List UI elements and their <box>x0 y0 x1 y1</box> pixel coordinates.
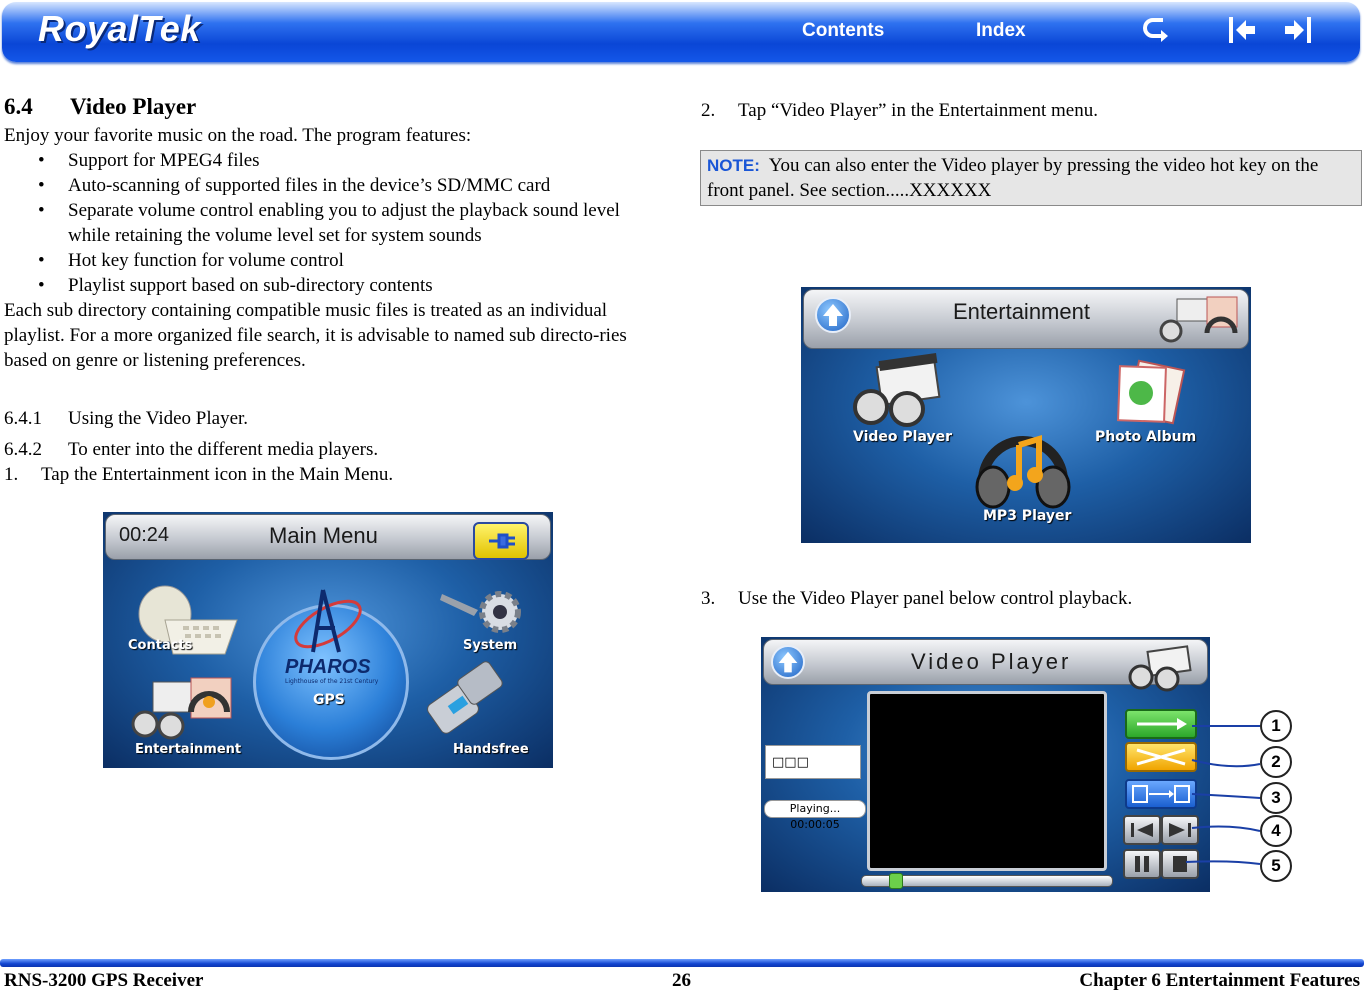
intro-text: Enjoy your favorite music on the road. The program features: <box>4 125 472 146</box>
list-item: • Separate volume control enabling you to adjust the playback sound level while retaining the volume level set for system sounds <box>4 198 664 248</box>
footer-product: RNS-3200 GPS Receiver <box>4 970 204 991</box>
system-gear-icon[interactable] <box>438 580 533 640</box>
video-player-label: Video Player <box>853 429 952 445</box>
subsection-number: 6.4.2 <box>4 439 42 460</box>
entertainment-screenshot <box>801 287 1251 543</box>
previous-page-button[interactable] <box>1226 14 1258 46</box>
list-item: • Playlist support based on sub-directory contents <box>4 273 664 298</box>
pharos-tagline: Lighthouse of the 21st Century <box>285 678 379 685</box>
entertainment-title: Entertainment <box>953 299 1090 324</box>
playback-status: Playing... 00:00:05 <box>764 800 866 818</box>
entertainment-icon[interactable] <box>131 672 241 744</box>
index-link[interactable]: Index <box>976 20 1026 41</box>
step-text: Tap the Entertainment icon in the Main Menu. <box>41 464 394 485</box>
right-arrow-icon <box>1282 14 1314 46</box>
subsection-text: To enter into the different media players. <box>68 439 379 460</box>
subsection-6-4-1 <box>4 406 248 431</box>
callout-leader-lines <box>1150 700 1270 880</box>
section-title <box>4 94 196 120</box>
handsfree-phone-icon[interactable] <box>421 662 511 742</box>
entertainment-label: Entertainment <box>135 742 242 757</box>
feature-list <box>4 148 664 298</box>
up-button[interactable] <box>771 645 805 679</box>
return-arrow-icon <box>1141 14 1173 46</box>
pharos-wordmark: PHAROS <box>285 656 371 678</box>
up-arrow-icon <box>817 299 849 331</box>
callout-2: 2 <box>1260 746 1292 778</box>
video-player-title: Video Player <box>911 649 1072 674</box>
photo-album-icon[interactable] <box>1099 357 1191 429</box>
contents-link[interactable]: Contents <box>802 20 885 41</box>
progress-slider-handle[interactable] <box>889 873 903 889</box>
power-plug-icon[interactable] <box>473 522 529 560</box>
step-text: Use the Video Player panel below control playback. <box>738 588 1133 609</box>
callout-5: 5 <box>1260 850 1292 882</box>
list-item: • Auto-scanning of supported files in the device’s SD/MMC card <box>4 173 664 198</box>
video-display[interactable] <box>867 691 1107 871</box>
note-label: NOTE: <box>707 156 760 175</box>
system-label: System <box>463 638 518 653</box>
gps-label: GPS <box>313 692 345 708</box>
back-button[interactable] <box>1141 14 1173 46</box>
callout-3: 3 <box>1260 782 1292 814</box>
pharos-logo-icon <box>283 582 373 662</box>
note-text: You can also enter the Video player by pressing the video hot key on the front panel. See section.....XXXXXX <box>707 155 1319 201</box>
main-menu-screenshot <box>103 512 553 768</box>
photo-album-label: Photo Album <box>1095 429 1197 445</box>
step-2 <box>701 98 1098 123</box>
footer-chapter: Chapter 6 Entertainment Features <box>1079 970 1360 991</box>
step-number: 1. <box>4 464 19 485</box>
subsection-number: 6.4.1 <box>4 408 42 429</box>
video-player-screenshot <box>761 637 1210 892</box>
step-number: 2. <box>701 100 716 121</box>
mp3-player-label: MP3 Player <box>983 508 1072 524</box>
callout-1: 1 <box>1260 710 1292 742</box>
step-3 <box>701 586 1132 611</box>
up-button[interactable] <box>815 297 851 333</box>
section-number: 6.4 <box>4 94 33 119</box>
left-arrow-icon <box>1226 14 1258 46</box>
left-text-block <box>4 123 664 373</box>
brand-logo: RoyalTek <box>38 8 201 49</box>
step-number: 3. <box>701 588 716 609</box>
file-name-box: □□□ <box>765 745 861 779</box>
section-title-text: Video Player <box>70 94 197 119</box>
mp3-player-icon[interactable] <box>973 425 1073 509</box>
up-arrow-icon <box>773 647 803 677</box>
video-player-icon[interactable] <box>849 351 949 433</box>
note-box <box>700 150 1362 206</box>
list-item: • Support for MPEG4 files <box>4 148 664 173</box>
step-1 <box>4 462 393 487</box>
video-camera-icon <box>1123 641 1203 691</box>
media-icon <box>1159 293 1247 347</box>
page-number: 26 <box>672 970 691 991</box>
subsection-text: Using the Video Player. <box>68 408 249 429</box>
contacts-label: Contacts <box>128 638 193 653</box>
next-page-button[interactable] <box>1282 14 1314 46</box>
step-text: Tap “Video Player” in the Entertainment menu. <box>738 100 1098 121</box>
main-menu-title: Main Menu <box>269 523 378 548</box>
callout-4: 4 <box>1260 815 1292 847</box>
footer-bar <box>0 959 1364 967</box>
clock-display: 00:24 <box>119 524 170 546</box>
list-item: • Hot key function for volume control <box>4 248 664 273</box>
subsection-6-4-2 <box>4 437 378 462</box>
playlist-paragraph: Each sub directory containing compatible music files is treated as an individual playlist. For a more organized file search, it is advisable to named sub directo-ries based on genre or listening preferences. <box>4 300 627 371</box>
handsfree-label: Handsfree <box>453 742 529 757</box>
